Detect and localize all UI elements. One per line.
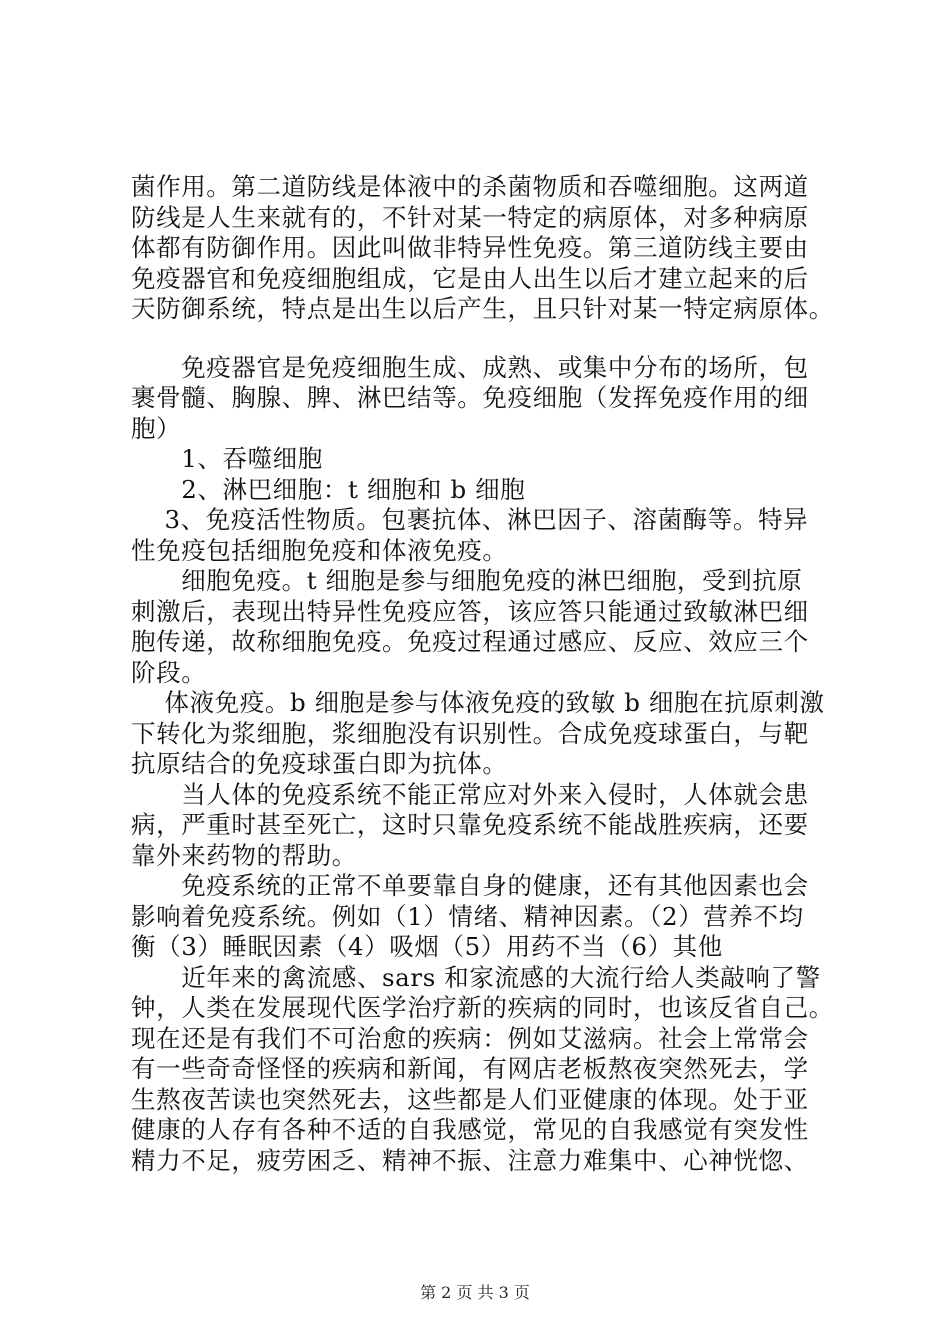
text-line: 精力不足，疲劳困乏、精神不振、注意力难集中、心神恍惚、 [131, 1145, 809, 1175]
text-line: 病，严重时甚至死亡，这时只靠免疫系统不能战胜疾病，还要 [131, 810, 809, 839]
text-line: 免疫器官和免疫细胞组成，它是由人出生以后才建立起来的后 [131, 263, 809, 293]
paragraph-gap [131, 325, 843, 353]
text-line: 抗原结合的免疫球蛋白即为抗体。 [131, 749, 508, 778]
list-item: 3、免疫活性物质。包裹抗体、淋巴因子、溶菌酶等。特异 [131, 505, 809, 534]
text-line: 现在还是有我们不可治愈的疾病：例如艾滋病。社会上常常会 [131, 1023, 809, 1053]
text-line: 近年来的禽流感、sars 和家流感的大流行给人类敲响了警 [131, 962, 821, 992]
text-line: 阶段。 [131, 657, 207, 687]
list-item: 2、淋巴细胞：t 细胞和 b 细胞 [131, 474, 526, 504]
list-item: 1、吞噬细胞 [131, 444, 323, 473]
text-line: 胞传递，故称细胞免疫。免疫过程通过感应、反应、效应三个 [131, 627, 809, 656]
text-line: 钟，人类在发展现代医学治疗新的疾病的同时，也该反省自己。 [131, 993, 834, 1022]
text-line: 胞） [131, 413, 182, 443]
document-body [131, 172, 843, 1176]
text-line: 裹骨髓、胸腺、脾、淋巴结等。免疫细胞（发挥免疫作用的细 [131, 383, 809, 412]
text-line: 下转化为浆细胞，浆细胞没有识别性。合成免疫球蛋白，与靶 [131, 718, 809, 748]
text-line: 衡（3）睡眠因素（4）吸烟（5）用药不当（6）其他 [131, 932, 723, 961]
text-line: 体液免疫。b 细胞是参与体液免疫的致敏 b 细胞在抗原刺激 [131, 688, 825, 717]
text-line: 影响着免疫系统。例如（1）情绪、精神因素。（2）营养不均 [131, 901, 804, 931]
text-line: 细胞免疫。t 细胞是参与细胞免疫的淋巴细胞，受到抗原 [131, 566, 803, 595]
text-line: 当人体的免疫系统不能正常应对外来入侵时，人体就会患 [131, 779, 809, 809]
page-footer: 第 2 页 共 3 页 [420, 1283, 530, 1302]
text-line: 性免疫包括细胞免疫和体液免疫。 [131, 535, 508, 565]
text-line: 生熬夜苦读也突然死去，这些都是人们亚健康的体现。处于亚 [131, 1084, 809, 1114]
text-line: 天防御系统，特点是出生以后产生，且只针对某一特定病原体。 [131, 294, 834, 323]
text-line: 健康的人存有各种不适的自我感觉，常见的自我感觉有突发性 [131, 1115, 809, 1144]
text-line: 免疫系统的正常不单要靠自身的健康，还有其他因素也会 [131, 871, 809, 900]
text-line: 有一些奇奇怪怪的疾病和新闻，有网店老板熬夜突然死去，学 [131, 1054, 809, 1083]
text-line: 靠外来药物的帮助。 [131, 840, 357, 870]
text-line: 菌作用。第二道防线是体液中的杀菌物质和吞噬细胞。这两道 [131, 172, 809, 201]
text-line: 防线是人生来就有的，不针对某一特定的病原体，对多种病原 [131, 202, 809, 232]
text-line: 体都有防御作用。因此叫做非特异性免疫。第三道防线主要由 [131, 233, 809, 262]
text-line: 刺激后，表现出特异性免疫应答，该应答只能通过致敏淋巴细 [131, 596, 809, 626]
text-line: 免疫器官是免疫细胞生成、成熟、或集中分布的场所，包 [131, 352, 809, 382]
